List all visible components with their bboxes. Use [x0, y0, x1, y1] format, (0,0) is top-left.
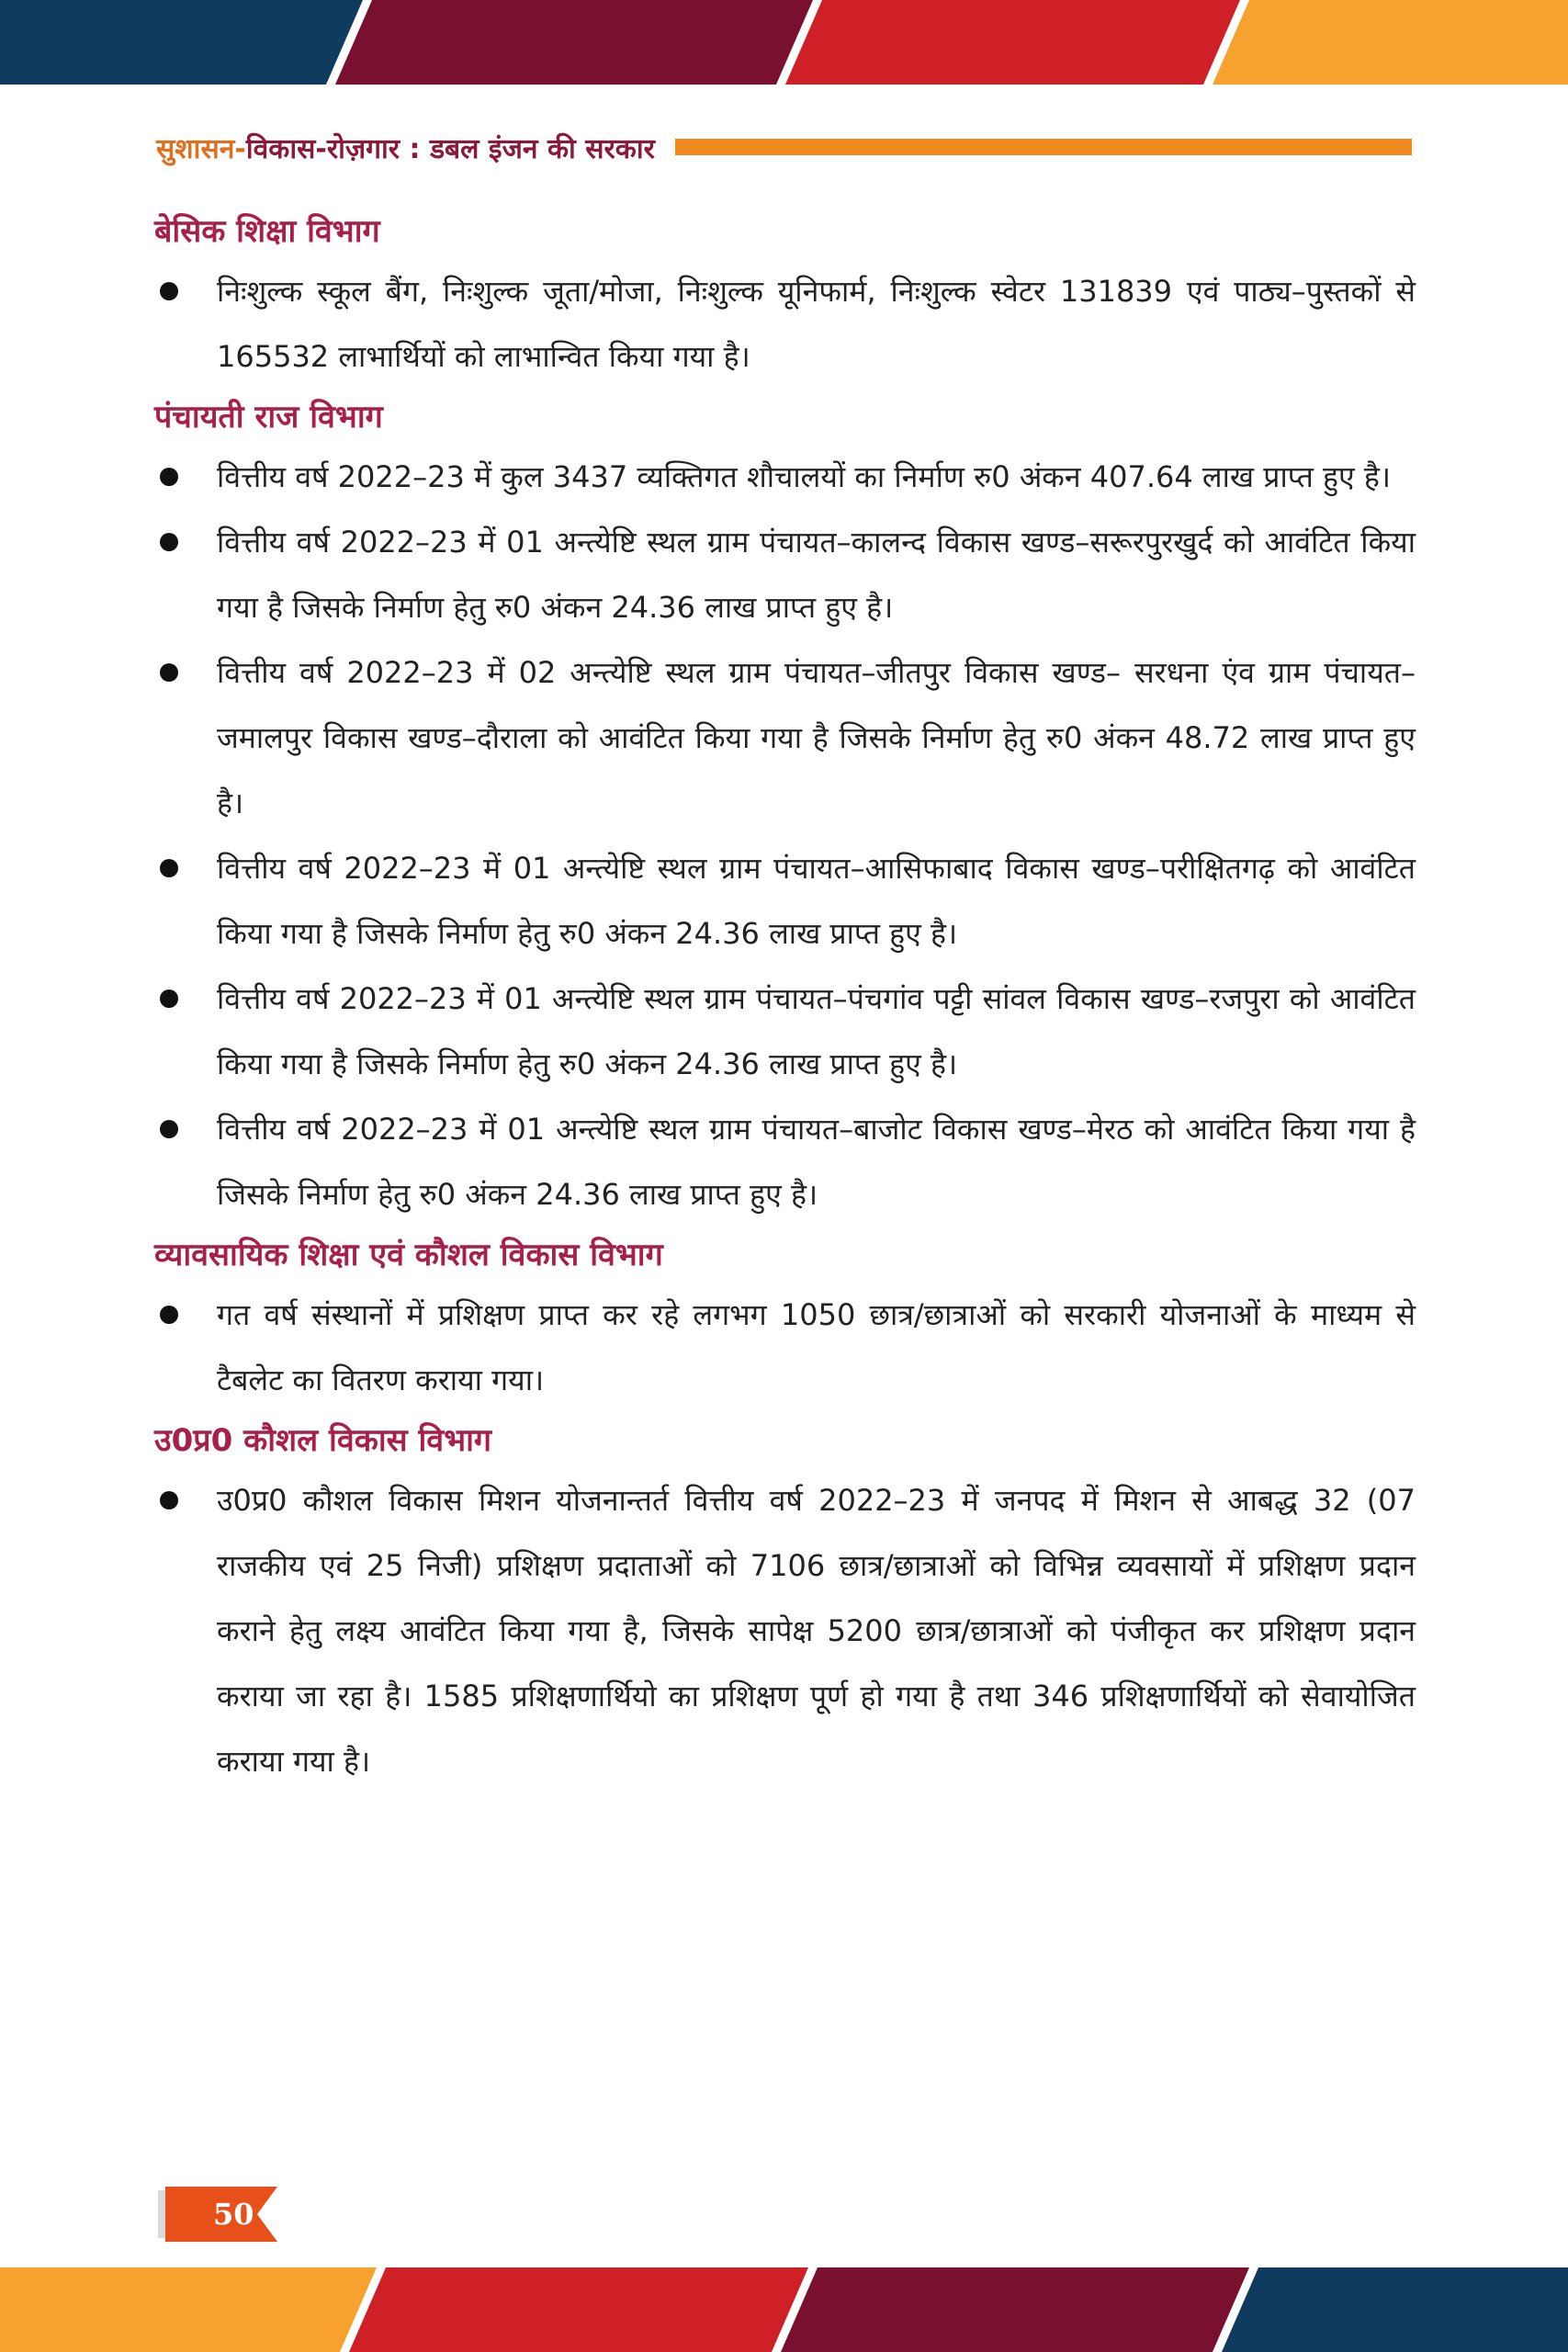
bullet-list — [154, 445, 1416, 1227]
section-vocational-education — [154, 1227, 1416, 1413]
bottom-band-red-segment — [349, 2267, 808, 2352]
bottom-band-maroon-segment — [781, 2267, 1249, 2352]
section-heading: व्यावसायिक शिक्षा एवं कौशल विकास विभाग — [154, 1237, 663, 1273]
top-band-maroon-segment — [335, 0, 813, 85]
page-number: 50 — [213, 2197, 254, 2232]
top-band-red-segment — [785, 0, 1240, 85]
top-decorative-band — [0, 0, 1568, 85]
top-band-amber-segment — [1213, 0, 1568, 85]
bullet-list — [154, 259, 1416, 390]
list-item: वित्तीय वर्ष 2022–23 में 02 अन्त्येष्टि स्थल ग्राम पंचायत–जीतपुर विकास खण्ड– सरधना एंव ग्राम पंचायत–जमालपुर विकास खण्ड–दौराला को आवंटित किया गया है जिसके निर्माण हेतु रु0 अंकन 48.72 लाख प्राप्त हुए है। — [154, 640, 1416, 836]
section-up-skill-development — [154, 1413, 1416, 1794]
list-item: वित्तीय वर्ष 2022–23 में 01 अन्त्येष्टि स्थल ग्राम पंचायत–बाजोट विकास खण्ड–मेरठ को आवंटित किया गया है जिसके निर्माण हेतु रु0 अंकन 24.36 लाख प्राप्त हुए है। — [154, 1097, 1416, 1227]
header-title-part-1: सुशासन- — [156, 132, 246, 165]
list-item: उ0प्र0 कौशल विकास मिशन योजनान्तर्त वित्तीय वर्ष 2022–23 में जनपद में मिशन से आबद्ध 32 (07 राजकीय एवं 25 निजी) प्रशिक्षण प्रदाताओं को 7106 छात्र/छात्राओं को विभिन्न व्यवसायों में प्रशिक्षण प्रदान कराने हेतु लक्ष्य आवंटित किया गया है, जिसके सापेक्ष 5200 छात्र/छात्राओं को पंजीकृत कर प्रशिक्षण प्रदान कराया जा रहा है। 1585 प्रशिक्षणार्थियो का प्रशिक्षण पूर्ण हो गया है तथा 346 प्रशिक्षणार्थियों को सेवायोजित कराया गया है। — [154, 1468, 1416, 1794]
list-item: वित्तीय वर्ष 2022–23 में 01 अन्त्येष्टि स्थल ग्राम पंचायत–पंचगांव पट्टी सांवल विकास खण्ड–रजपुरा को आवंटित किया गया है जिसके निर्माण हेतु रु0 अंकन 24.36 लाख प्राप्त हुए है। — [154, 967, 1416, 1097]
header-title-part-2: विकास- — [245, 132, 327, 165]
bottom-decorative-band — [0, 2267, 1568, 2352]
section-heading: पंचायती राज विभाग — [154, 399, 383, 435]
list-item: वित्तीय वर्ष 2022–23 में 01 अन्त्येष्टि स्थल ग्राम पंचायत–कालन्द विकास खण्ड–सरूरपुरखुर्द को आवंटित किया गया है जिसके निर्माण हेतु रु0 अंकन 24.36 लाख प्राप्त हुए है। — [154, 510, 1416, 640]
page-header — [156, 129, 1412, 165]
top-band-navy-segment — [0, 0, 363, 85]
header-title — [156, 129, 655, 166]
list-item: वित्तीय वर्ष 2022–23 में 01 अन्त्येष्टि स्थल ग्राम पंचायत–आसिफाबाद विकास खण्ड–परीक्षितगढ़ को आवंटित किया गया है जिसके निर्माण हेतु रु0 अंकन 24.36 लाख प्राप्त हुए है। — [154, 836, 1416, 967]
list-item: वित्तीय वर्ष 2022–23 में कुल 3437 व्यक्तिगत शौचालयों का निर्माण रु0 अंकन 407.64 लाख प्राप्त हुए है। — [154, 445, 1416, 510]
page-number-tab-shadow — [158, 2190, 165, 2238]
list-item: गत वर्ष संस्थानों में प्रशिक्षण प्राप्त कर रहे लगभग 1050 छात्र/छात्राओं को सरकारी योजनाओं के माध्यम से टैबलेट का वितरण कराया गया। — [154, 1283, 1416, 1413]
page-number-tab — [158, 2187, 277, 2242]
header-rule — [675, 139, 1412, 155]
bottom-band-amber-segment — [0, 2267, 377, 2352]
bottom-band-navy-segment — [1222, 2267, 1568, 2352]
bullet-list — [154, 1283, 1416, 1413]
header-title-part-3: रोज़गार : डबल इंजन की सरकार — [326, 132, 655, 165]
section-heading: बेसिक शिक्षा विभाग — [154, 213, 380, 250]
list-item: निःशुल्क स्कूल बैंग, निःशुल्क जूता/मोजा, निःशुल्क यूनिफार्म, निःशुल्क स्वेटर 131839 एवं पाठ्य–पुस्तकों से 165532 लाभार्थियों को लाभान्वित किया गया है। — [154, 259, 1416, 390]
section-basic-education — [154, 204, 1416, 390]
section-panchayati-raj — [154, 390, 1416, 1227]
bullet-list — [154, 1468, 1416, 1794]
main-content — [154, 204, 1416, 1794]
section-heading: उ0प्र0 कौशल विकास विभाग — [154, 1422, 492, 1459]
